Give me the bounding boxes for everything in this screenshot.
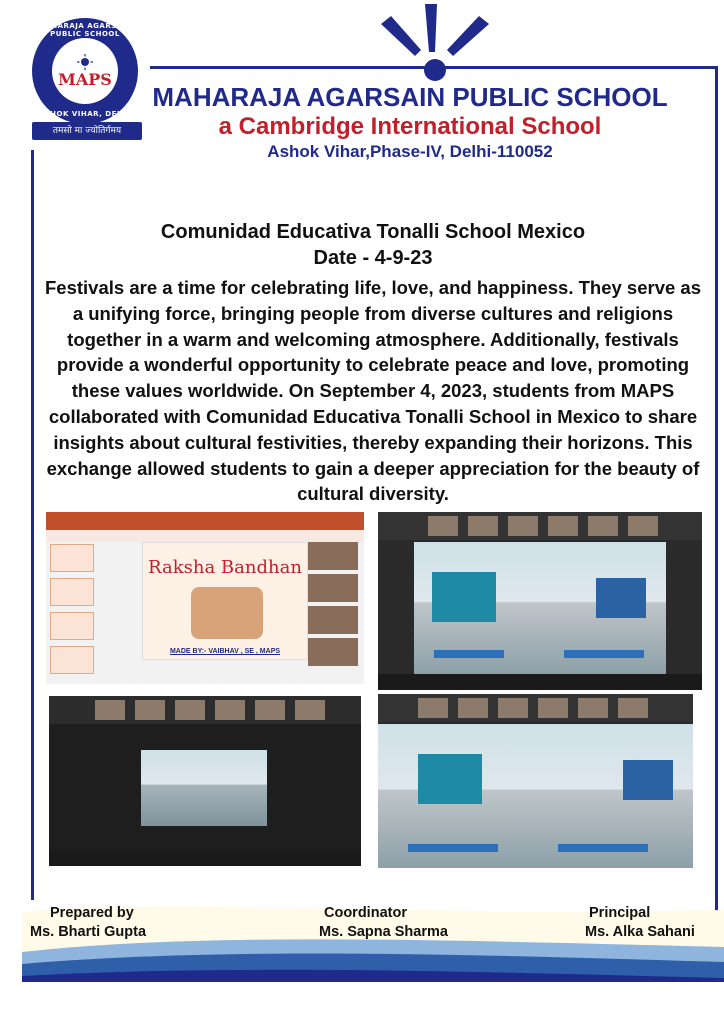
signatory-role: Coordinator (324, 905, 407, 921)
participant-tile (628, 516, 658, 536)
app-title-bar (46, 512, 364, 530)
photo-video-call-1 (378, 512, 702, 690)
meeting-toolbar (378, 674, 702, 690)
classroom-desk (558, 844, 648, 852)
left-border (31, 150, 34, 900)
slide-thumbnail (50, 544, 94, 572)
slide-credit: MADE BY:- VAIBHAV , SE , MAPS (169, 648, 281, 655)
slide-thumbnail (50, 646, 94, 674)
slide-thumbnail (50, 578, 94, 606)
logo-maps-text: MAPS (58, 69, 112, 89)
app-ribbon (46, 530, 364, 542)
current-slide (142, 542, 308, 660)
signatory-name: Ms. Sapna Sharma (319, 924, 448, 940)
participant-strip (49, 696, 361, 724)
participant-tile (428, 516, 458, 536)
signatory-role: Principal (589, 905, 651, 921)
logo-center (52, 38, 118, 104)
participant-tile (498, 698, 528, 718)
school-address: Ashok Vihar,Phase-IV, Delhi-110052 (267, 142, 553, 161)
report-date: Date - 4-9-23 (313, 247, 433, 269)
shared-classroom-video (141, 750, 267, 826)
participant-video (308, 606, 358, 634)
classroom-desk (434, 650, 504, 658)
sunburst-icon (365, 0, 495, 82)
participant-video (308, 542, 358, 570)
signatory-role: Prepared by (50, 905, 134, 921)
slide-thumbnails (50, 544, 94, 676)
classroom-video (414, 542, 666, 674)
classroom-board (432, 572, 496, 622)
participant-tile (508, 516, 538, 536)
participant-tile (95, 700, 125, 720)
signatory-principal (585, 905, 695, 940)
report-body: Festivals are a time for celebrating life, love, and happiness. They serve as a unifying force, bringing people from diverse cultures and religions together in a warm and welcoming atmosphere. Additionally, festivals provide a wonderful opportunity to celebrate peace and love, promoting these values worldwide. On September 4, 2023, students from MAPS collaborated with Comunidad Educativa Tonalli School in Mexico to share insights about cultural festivities, thereby expanding their horizons. This exchange allowed students to gain a deeper appreciation for the beauty of cultural diversity. (45, 277, 701, 505)
slide-title: Raksha Bandhan (148, 557, 302, 578)
school-logo (32, 18, 138, 124)
participant-video (308, 574, 358, 602)
classroom-desk (564, 650, 644, 658)
slide-thumbnail (50, 612, 94, 640)
classroom-video (378, 724, 693, 868)
classroom-desk (408, 844, 498, 852)
photo-video-call-2 (49, 696, 361, 866)
logo-motto: तमसो मा ज्योतिर्गमय (32, 122, 142, 140)
participant-tile (255, 700, 285, 720)
signatory-prepared-by (30, 905, 146, 940)
participant-tile (588, 516, 618, 536)
participant-tile (468, 516, 498, 536)
signatory-name: Ms. Bharti Gupta (30, 924, 147, 940)
participant-tile (548, 516, 578, 536)
signatory-coordinator (319, 905, 448, 940)
classroom-board (623, 760, 673, 800)
meeting-toolbar (49, 850, 361, 866)
classroom-board (596, 578, 646, 618)
participant-strip (378, 694, 693, 722)
right-border (715, 66, 718, 916)
participant-tile (135, 700, 165, 720)
participant-tile (578, 698, 608, 718)
logo-ring-text-bottom: ASHOK VIHAR, DELHI (38, 110, 132, 118)
participant-tile (538, 698, 568, 718)
photo-video-call-3 (378, 694, 693, 868)
sun-icon (75, 54, 95, 70)
participant-tile (295, 700, 325, 720)
logo-ring-text-top: MAHARAJA AGARSAIN PUBLIC SCHOOL (37, 22, 133, 38)
signatory-name: Ms. Alka Sahani (585, 924, 695, 940)
participant-tile (458, 698, 488, 718)
participant-tile (175, 700, 205, 720)
participant-tile (418, 698, 448, 718)
classroom-board (418, 754, 482, 804)
participant-strip (378, 512, 702, 540)
report-title: Comunidad Educativa Tonalli School Mexico (160, 221, 586, 243)
header-rule (150, 66, 718, 69)
rakhi-image (191, 587, 263, 639)
school-name: MAHARAJA AGARSAIN PUBLIC SCHOOL (152, 82, 668, 112)
school-subtitle: a Cambridge International School (218, 113, 602, 140)
participant-tile (618, 698, 648, 718)
photo-presentation (46, 512, 364, 684)
participant-tile (215, 700, 245, 720)
participant-video (308, 638, 358, 666)
